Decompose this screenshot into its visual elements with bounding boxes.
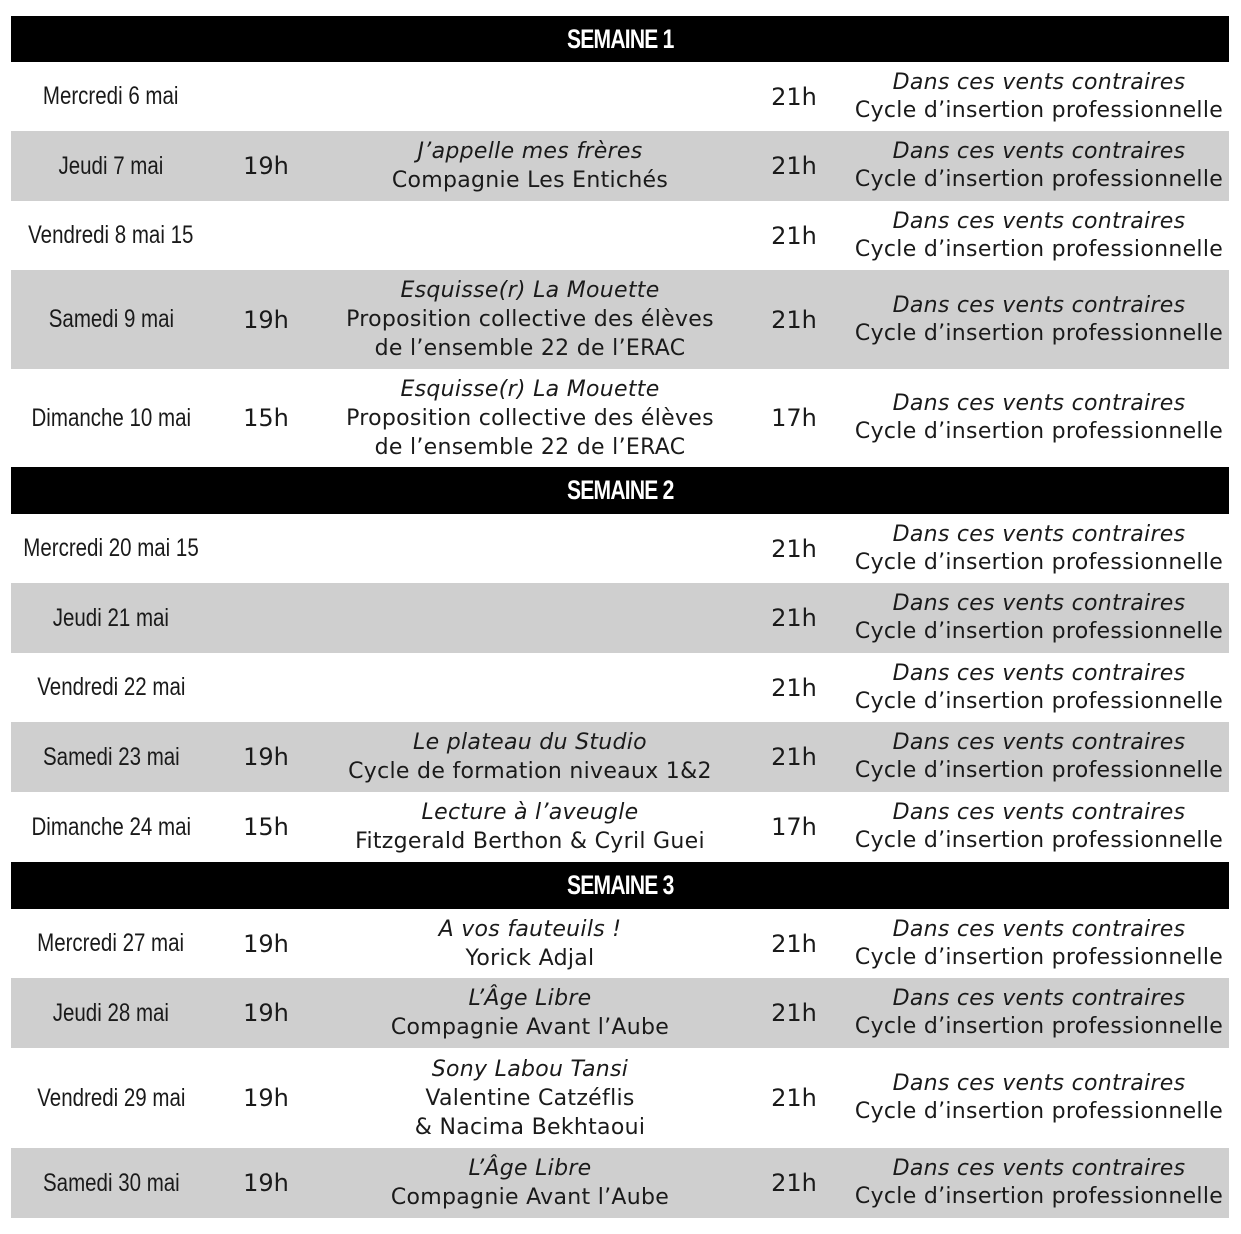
date-label: Mercredi 6 mai [43,82,179,110]
date-cell [11,743,211,772]
date-cell [11,221,211,250]
date-cell [11,404,211,433]
main-show [849,729,1229,785]
main-time: 21h [771,82,817,111]
schedule-row [11,62,1229,131]
main-show-title: Dans ces vents contraires [892,660,1186,686]
main-show [849,799,1229,855]
main-time: 17h [771,813,817,841]
main-show [849,1070,1229,1126]
early-show [321,1055,739,1142]
early-show [321,984,739,1042]
week-header [11,467,1229,514]
main-time: 21h [771,673,817,702]
main-show [849,390,1229,446]
early-time: 19h [243,152,289,180]
main-show [849,660,1229,716]
date-label: Vendredi 8 mai 15 [28,221,194,249]
early-show [321,375,739,462]
schedule-row [11,270,1229,369]
main-show [849,138,1229,194]
date-label: Jeudi 7 mai [58,151,164,180]
date-label: Mercredi 20 mai 15 [23,534,199,562]
show-credit: & Nacima Bekhtaoui [414,1114,646,1140]
schedule-row [11,792,1229,862]
date-cell [11,1169,211,1198]
main-time: 21h [771,221,817,250]
schedule-row [11,1148,1229,1218]
early-time: 19h [243,1084,289,1112]
date-cell [11,82,211,111]
main-show-company: Cycle d’insertion professionnelle [854,1014,1224,1039]
show-title: Le plateau du Studio [413,730,647,755]
schedule-row [11,1048,1229,1148]
date-label: Vendredi 22 mai [36,673,186,701]
show-title: Esquisse(r) La Mouette [400,376,660,402]
main-show-company: Cycle d’insertion professionnelle [854,1099,1224,1124]
show-title: L’Âge Libre [468,1156,592,1181]
schedule-row [11,653,1229,722]
early-show [321,915,739,973]
main-show [849,208,1229,264]
main-show-title: Dans ces vents contraires [892,986,1186,1011]
main-time: 21h [771,929,817,958]
week-header [11,16,1229,62]
early-time: 15h [243,813,289,841]
schedule-row [11,514,1229,583]
show-credit: de l’ensemble 22 de l’ERAC [374,434,686,460]
schedule-row [11,369,1229,467]
show-title: Lecture à l’aveugle [421,800,639,825]
schedule-row [11,722,1229,792]
date-cell [11,999,211,1028]
main-time: 21h [771,604,817,632]
date-label: Samedi 30 mai [42,1168,180,1197]
show-title: Sony Labou Tansi [431,1056,629,1082]
week-title: SEMAINE 2 [566,475,674,505]
schedule-row [11,201,1229,270]
early-show [321,137,739,195]
show-credit: Compagnie Avant l’Aube [390,1015,670,1040]
show-credit: Compagnie Avant l’Aube [390,1185,670,1210]
date-cell [11,152,211,181]
main-show [849,590,1229,646]
main-time: 21h [771,305,817,334]
main-show-title: Dans ces vents contraires [892,292,1186,318]
show-credit: Fitzgerald Berthon & Cyril Guei [355,829,705,854]
show-credit: Yorick Adjal [465,945,595,971]
main-show-title: Dans ces vents contraires [892,208,1186,234]
date-label: Mercredi 27 mai [37,929,185,957]
week-title: SEMAINE 3 [566,870,674,900]
date-label: Jeudi 21 mai [52,603,170,632]
early-show [321,728,739,786]
date-cell [11,1084,211,1113]
main-time: 21h [771,1169,817,1197]
early-time: 19h [243,929,289,958]
main-show [849,521,1229,577]
date-label: Dimanche 10 mai [31,403,191,432]
date-label: Jeudi 28 mai [52,998,170,1027]
main-show-company: Cycle d’insertion professionnelle [854,944,1224,970]
date-cell [11,929,211,958]
early-time: 19h [243,1169,289,1197]
show-title: J’appelle mes frères [417,139,643,164]
main-time: 21h [771,534,817,563]
main-show-company: Cycle d’insertion professionnelle [854,1184,1224,1209]
date-label: Vendredi 29 mai [36,1083,186,1112]
main-time: 21h [771,152,817,180]
schedule-row [11,131,1229,201]
date-cell [11,305,211,334]
show-credit: Proposition collective des élèves [346,405,714,431]
main-show [849,916,1229,972]
main-show [849,69,1229,125]
show-credit: Proposition collective des élèves [346,307,714,332]
main-show-title: Dans ces vents contraires [892,800,1186,825]
schedule-table [11,16,1229,1218]
main-show [849,1155,1229,1211]
date-cell [11,534,211,563]
show-title: L’Âge Libre [468,986,592,1011]
main-show-title: Dans ces vents contraires [892,391,1186,416]
main-show-company: Cycle d’insertion professionnelle [854,419,1224,444]
main-show-company: Cycle d’insertion professionnelle [854,619,1224,644]
main-show-company: Cycle d’insertion professionnelle [854,549,1224,575]
main-show-title: Dans ces vents contraires [892,139,1186,164]
schedule-row [11,583,1229,653]
main-show-company: Cycle d’insertion professionnelle [854,320,1224,346]
main-time: 21h [771,743,817,771]
early-time: 19h [243,305,289,334]
main-time: 21h [771,1084,817,1112]
main-show [849,985,1229,1041]
main-time: 21h [771,999,817,1027]
main-show-title: Dans ces vents contraires [892,591,1186,616]
main-show-company: Cycle d’insertion professionnelle [854,758,1224,783]
main-time: 17h [771,404,817,432]
date-label: Dimanche 24 mai [31,812,191,841]
show-credit: Compagnie Les Entichés [391,168,669,193]
main-show-title: Dans ces vents contraires [892,1071,1186,1096]
schedule-row [11,909,1229,978]
main-show-title: Dans ces vents contraires [892,69,1186,95]
week-title: SEMAINE 1 [566,23,674,54]
early-time: 19h [243,743,289,771]
date-label: Samedi 9 mai [48,305,174,333]
main-show-company: Cycle d’insertion professionnelle [854,167,1224,192]
date-label: Samedi 23 mai [42,742,180,771]
date-cell [11,673,211,702]
main-show-company: Cycle d’insertion professionnelle [854,688,1224,714]
show-credit: de l’ensemble 22 de l’ERAC [374,336,686,361]
date-cell [11,813,211,842]
main-show-title: Dans ces vents contraires [892,916,1186,942]
main-show [849,292,1229,348]
show-title: A vos fauteuils ! [438,916,622,942]
week-header [11,862,1229,909]
early-time: 15h [243,404,289,432]
early-show [321,798,739,856]
schedule-row [11,978,1229,1048]
show-credit: Cycle de formation niveaux 1&2 [348,759,712,784]
main-show-company: Cycle d’insertion professionnelle [854,236,1224,262]
main-show-company: Cycle d’insertion professionnelle [854,828,1224,853]
date-cell [11,604,211,633]
main-show-title: Dans ces vents contraires [892,521,1186,547]
main-show-title: Dans ces vents contraires [892,1156,1186,1181]
early-show [321,276,739,363]
main-show-company: Cycle d’insertion professionnelle [854,97,1224,123]
show-credit: Valentine Catzéflis [425,1085,635,1111]
main-show-title: Dans ces vents contraires [892,730,1186,755]
early-time: 19h [243,999,289,1027]
show-title: Esquisse(r) La Mouette [400,278,660,303]
early-show [321,1154,739,1212]
